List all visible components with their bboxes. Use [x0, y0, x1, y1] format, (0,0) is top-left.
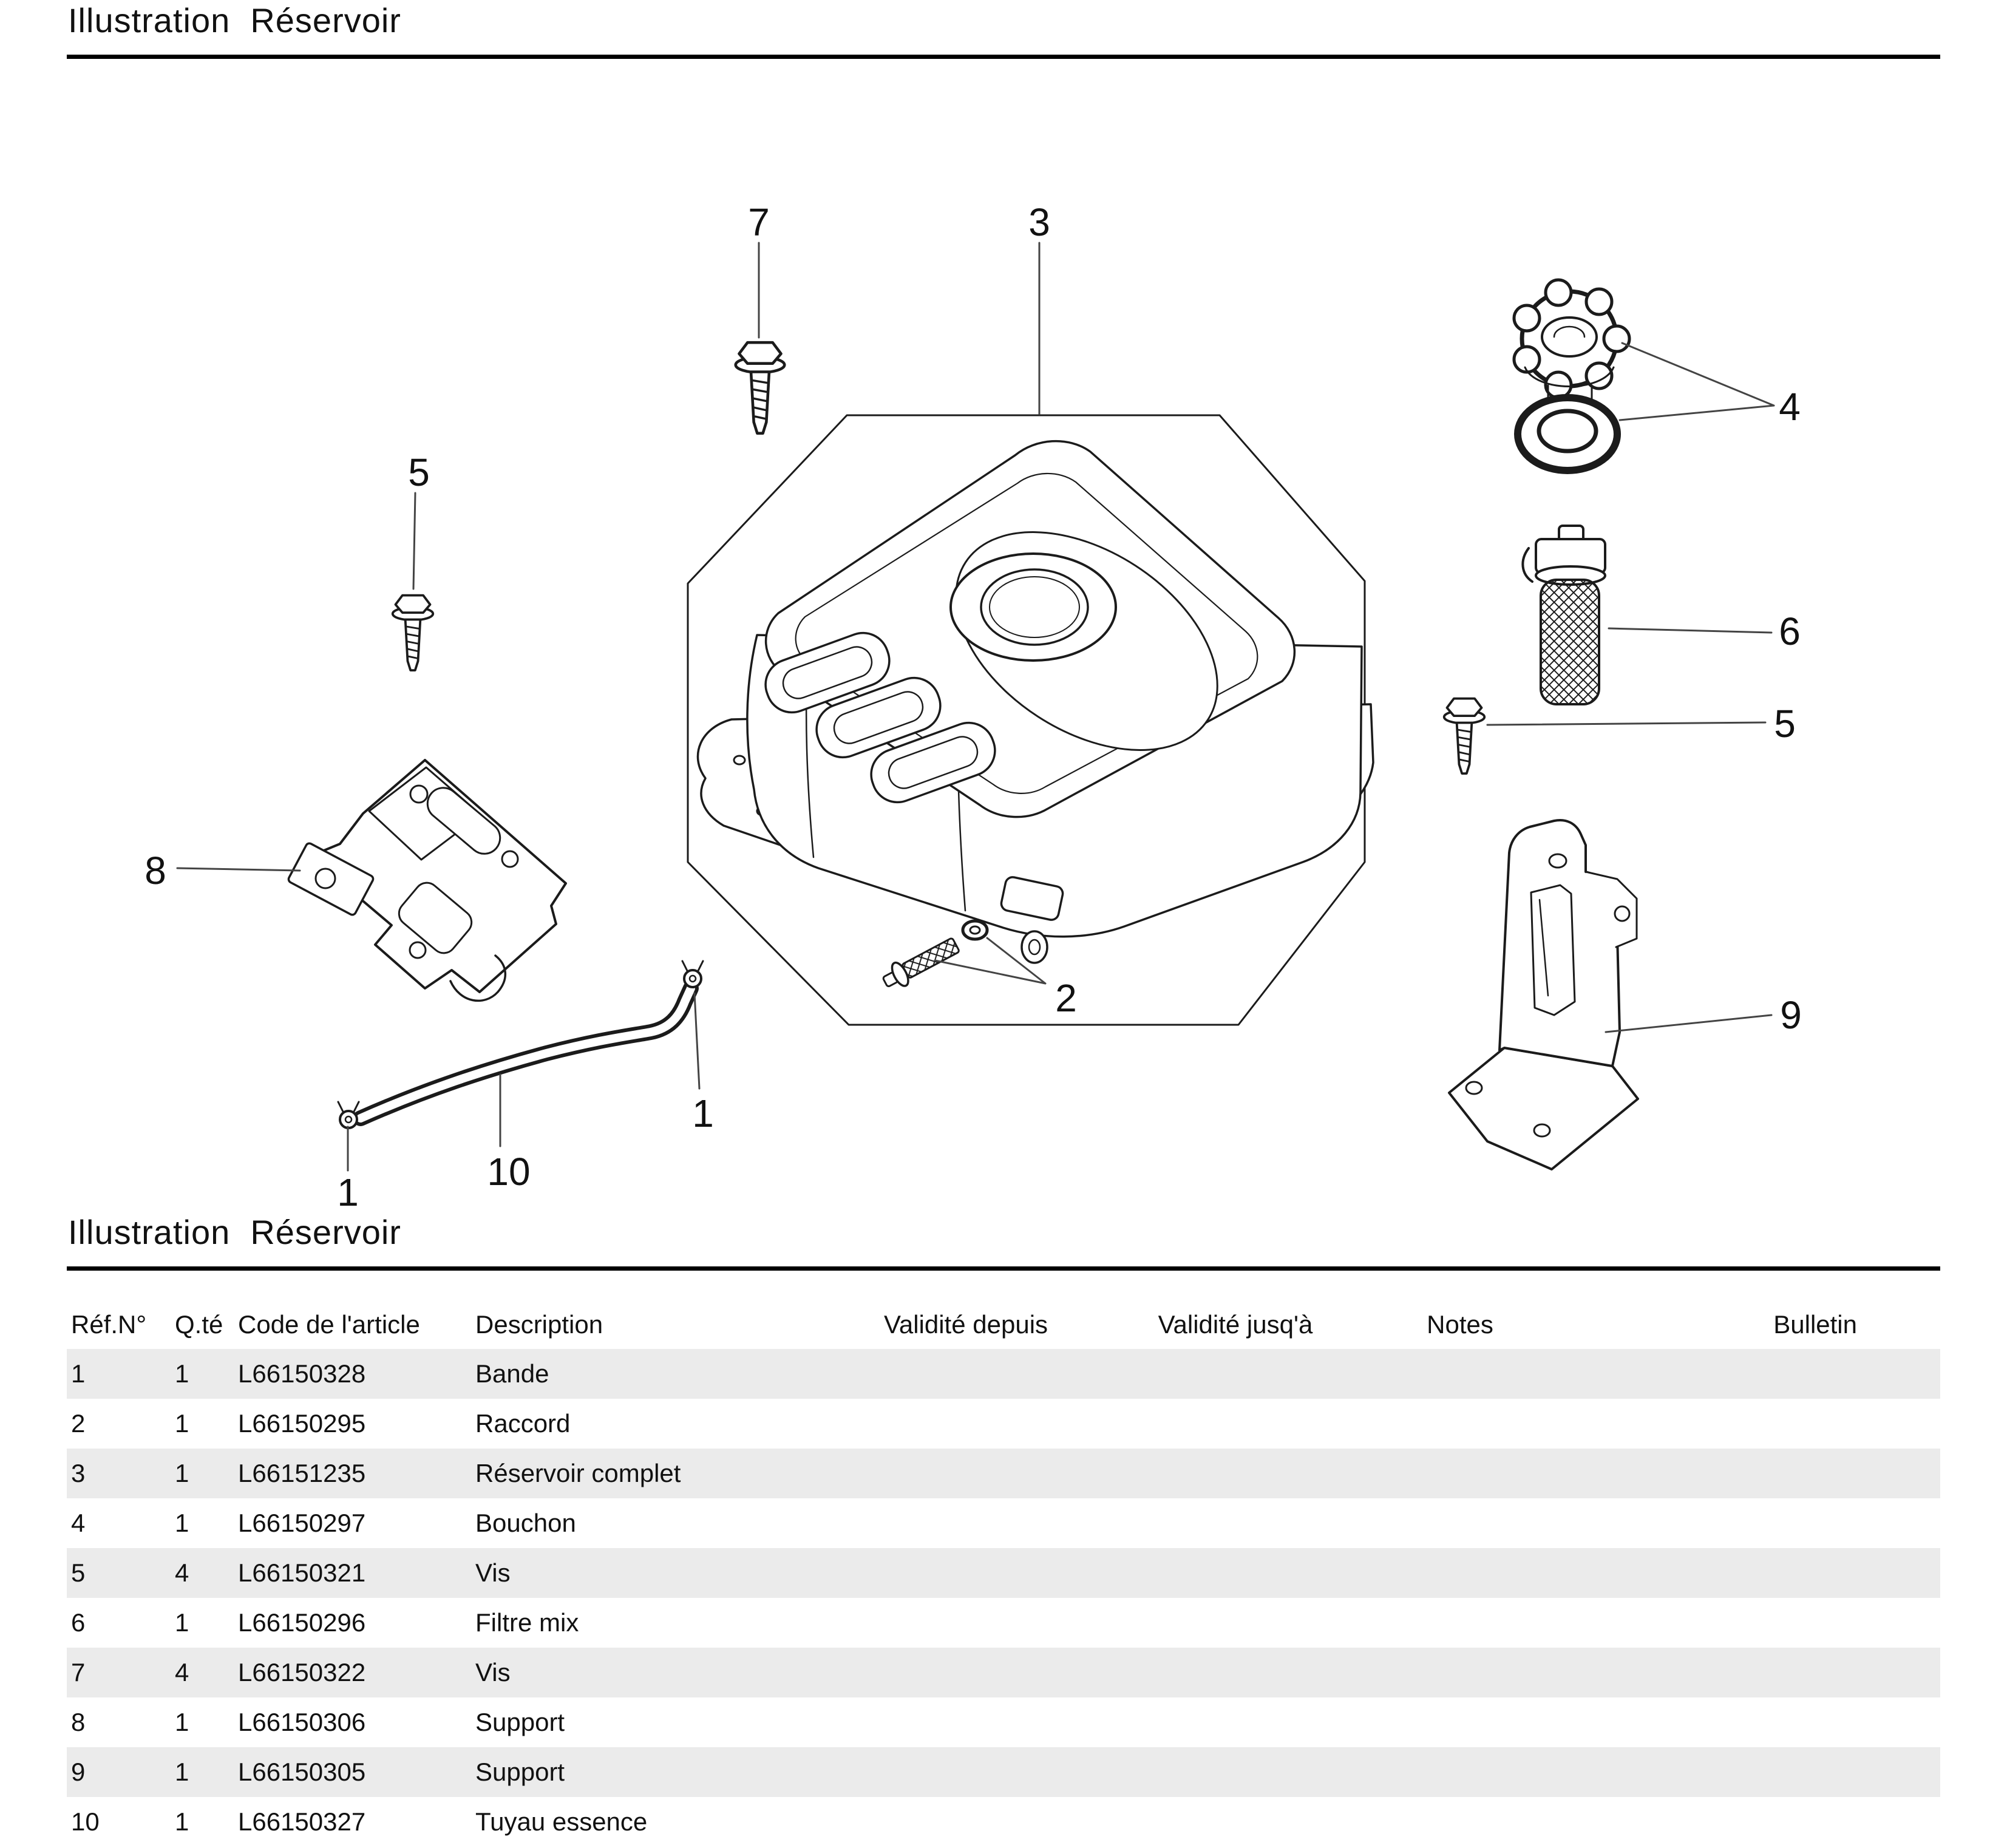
cell-valid-from	[838, 1349, 1094, 1399]
callout-5-right: 5	[1774, 702, 1796, 746]
table-row	[67, 1598, 1940, 1648]
screw-5-left-drawing	[393, 596, 433, 671]
table-row	[67, 1498, 1940, 1548]
cell-valid-to	[1094, 1747, 1377, 1797]
table-row	[67, 1797, 1940, 1847]
cell-notes	[1377, 1648, 1543, 1697]
callout-4: 4	[1779, 385, 1801, 429]
table-row	[67, 1349, 1940, 1399]
cell-bulletin	[1543, 1598, 1940, 1648]
cell-ref: 3	[71, 1459, 86, 1487]
cell-bulletin	[1543, 1697, 1940, 1747]
cell-bulletin	[1543, 1349, 1940, 1399]
cell-valid-to	[1094, 1399, 1377, 1449]
cell-valid-from	[838, 1548, 1094, 1598]
cell-ref: 2	[71, 1409, 86, 1438]
cell-code: L66150305	[238, 1758, 366, 1786]
section-title: Illustration Réservoir	[68, 1213, 401, 1251]
cell-qty: 1	[175, 1807, 189, 1836]
cell-qty: 1	[175, 1708, 189, 1736]
col-header-valid-to: Validité jusq'à	[1158, 1310, 1313, 1339]
cell-code: L66151235	[238, 1459, 366, 1487]
cell-bulletin	[1543, 1498, 1940, 1548]
support-8-drawing	[287, 760, 566, 1000]
cell-bulletin	[1543, 1449, 1940, 1498]
cell-qty: 1	[175, 1409, 189, 1438]
cell-qty: 4	[175, 1658, 189, 1687]
cell-description: Tuyau essence	[475, 1807, 648, 1836]
callout-3: 3	[1028, 200, 1050, 244]
support-9-drawing	[1449, 820, 1638, 1169]
cell-notes	[1377, 1548, 1543, 1598]
cell-valid-from	[838, 1747, 1094, 1797]
cell-description: Réservoir complet	[475, 1459, 681, 1487]
callout-5-left: 5	[408, 450, 430, 494]
cell-notes	[1377, 1598, 1543, 1648]
cell-valid-to	[1094, 1648, 1377, 1697]
cell-valid-to	[1094, 1697, 1377, 1747]
cell-valid-from	[838, 1399, 1094, 1449]
cell-valid-to	[1094, 1797, 1377, 1847]
callout-9: 9	[1780, 993, 1802, 1037]
cell-valid-to	[1094, 1449, 1377, 1498]
col-header-qty: Q.té	[175, 1310, 223, 1339]
cell-ref: 6	[71, 1608, 86, 1637]
section-rule	[67, 1266, 1940, 1271]
col-header-notes: Notes	[1427, 1310, 1493, 1339]
cell-ref: 10	[71, 1807, 100, 1836]
cell-description: Bande	[475, 1359, 549, 1388]
table-row	[67, 1449, 1940, 1498]
cell-qty: 1	[175, 1359, 189, 1388]
cell-bulletin	[1543, 1747, 1940, 1797]
cell-notes	[1377, 1449, 1543, 1498]
cell-code: L66150306	[238, 1708, 366, 1736]
cell-valid-from	[838, 1697, 1094, 1747]
callout-1-left: 1	[337, 1170, 359, 1214]
cell-valid-from	[838, 1498, 1094, 1548]
col-header-description: Description	[475, 1310, 603, 1339]
cell-code: L66150328	[238, 1359, 366, 1388]
cell-notes	[1377, 1747, 1543, 1797]
cell-qty: 1	[175, 1459, 189, 1487]
cell-ref: 9	[71, 1758, 86, 1786]
fuel-tank-drawing	[698, 441, 1373, 963]
cell-valid-to	[1094, 1548, 1377, 1598]
cell-valid-from	[838, 1648, 1094, 1697]
parts-table	[67, 1310, 1940, 1847]
table-row	[67, 1648, 1940, 1697]
callout-10: 10	[487, 1150, 531, 1194]
table-row	[67, 1747, 1940, 1797]
cell-code: L66150297	[238, 1509, 366, 1537]
cell-code: L66150321	[238, 1558, 366, 1587]
raccord-bolt-drawing	[879, 921, 987, 994]
cell-ref: 8	[71, 1708, 86, 1736]
cell-notes	[1377, 1797, 1543, 1847]
cell-valid-from	[838, 1449, 1094, 1498]
fuel-filter-drawing	[1523, 526, 1605, 704]
cell-description: Filtre mix	[475, 1608, 579, 1637]
cell-code: L66150327	[238, 1807, 366, 1836]
cell-ref: 1	[71, 1359, 86, 1388]
cell-notes	[1377, 1697, 1543, 1747]
cell-qty: 1	[175, 1608, 189, 1637]
cell-qty: 4	[175, 1558, 189, 1587]
cell-description: Support	[475, 1758, 565, 1786]
cell-description: Bouchon	[475, 1509, 576, 1537]
cell-bulletin	[1543, 1648, 1940, 1697]
screw-5-right-drawing	[1444, 699, 1485, 774]
cell-notes	[1377, 1349, 1543, 1399]
cell-description: Raccord	[475, 1409, 571, 1438]
col-header-bulletin: Bulletin	[1773, 1310, 1857, 1339]
cell-qty: 1	[175, 1509, 189, 1537]
cell-valid-from	[838, 1797, 1094, 1847]
cell-bulletin	[1543, 1399, 1940, 1449]
callout-2: 2	[1055, 976, 1077, 1020]
cell-code: L66150295	[238, 1409, 366, 1438]
cell-ref: 4	[71, 1509, 86, 1537]
col-header-code: Code de l'article	[238, 1310, 420, 1339]
screw-7-drawing	[736, 342, 785, 433]
cell-notes	[1377, 1498, 1543, 1548]
table-row	[67, 1548, 1940, 1598]
cell-description: Vis	[475, 1558, 511, 1587]
fuel-hose-drawing	[361, 988, 691, 1118]
cell-bulletin	[1543, 1548, 1940, 1598]
cell-code: L66150322	[238, 1658, 366, 1687]
header-row	[67, 1310, 1940, 1349]
cell-valid-from	[838, 1598, 1094, 1648]
cell-bulletin	[1543, 1797, 1940, 1847]
cell-description: Vis	[475, 1658, 511, 1687]
cell-valid-to	[1094, 1349, 1377, 1399]
cell-description: Support	[475, 1708, 565, 1736]
cell-valid-to	[1094, 1598, 1377, 1648]
callout-1-right: 1	[692, 1092, 714, 1135]
parts-table-header	[67, 1310, 1940, 1349]
hose-clamp-right-drawing	[682, 961, 703, 987]
cell-ref: 5	[71, 1558, 86, 1587]
hose-clamp-left-drawing	[338, 1102, 359, 1128]
cell-code: L66150296	[238, 1608, 366, 1637]
cap-gasket-drawing	[1518, 398, 1617, 470]
table-row	[67, 1399, 1940, 1449]
cell-valid-to	[1094, 1498, 1377, 1548]
col-header-ref: Réf.N°	[71, 1310, 147, 1339]
cell-qty: 1	[175, 1758, 189, 1786]
callout-6: 6	[1779, 610, 1801, 653]
fuel-cap-drawing	[1514, 280, 1629, 401]
callout-7: 7	[748, 200, 770, 244]
table-row	[67, 1697, 1940, 1747]
col-header-valid-from: Validité depuis	[883, 1310, 1048, 1339]
callout-8: 8	[144, 849, 166, 892]
page-title: Illustration Réservoir	[68, 1, 401, 39]
cell-notes	[1377, 1399, 1543, 1449]
cell-ref: 7	[71, 1658, 86, 1687]
